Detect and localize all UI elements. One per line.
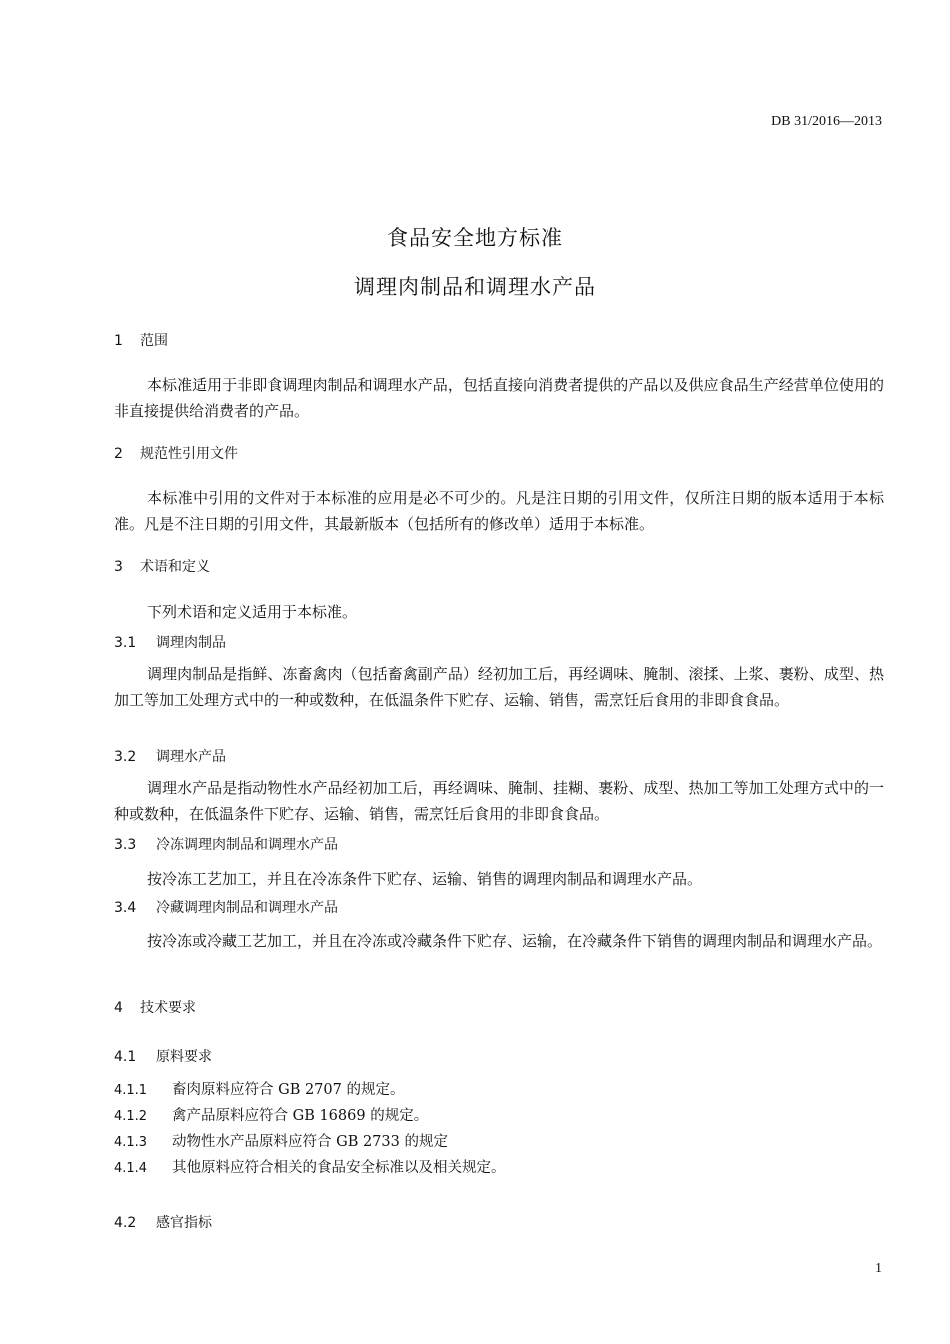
section-3-3-heading [114, 835, 884, 855]
section-number: 4.1 [114, 1049, 137, 1065]
section-3-1-paragraph: 调理肉制品是指鲜、冻畜禽肉（包括畜禽副产品）经初加工后，再经调味、腌制、滚揉、上浆、裹粉、成型、热加工等加工处理方式中的一种或数种，在低温条件下贮存、运输、销售，需烹饪后食用的非即食食品。 [114, 665, 884, 709]
list-item-4-1-3 [114, 1132, 884, 1153]
section-number: 1 [114, 333, 123, 349]
section-number: 3.4 [114, 900, 137, 916]
section-3-1-heading [114, 633, 884, 653]
section-4-1-heading [114, 1047, 884, 1067]
section-number: 3.1 [114, 635, 137, 651]
section-1-heading [114, 331, 884, 351]
item-text: 其他原料应符合相关的食品安全标准以及相关规定。 [172, 1160, 506, 1176]
section-3-paragraph: 下列术语和定义适用于本标准。 [147, 603, 358, 621]
section-3-4-paragraph: 按冷冻或冷藏工艺加工，并且在冷冻或冷藏条件下贮存、运输，在冷藏条件下销售的调理肉制品和调理水产品。 [147, 932, 883, 950]
section-number: 2 [114, 446, 123, 462]
section-3-2-heading [114, 747, 884, 767]
item-number: 4.1.2 [114, 1109, 148, 1124]
page-number: 1 [875, 1261, 882, 1276]
section-title: 技术要求 [140, 1000, 196, 1016]
item-text: 动物性水产品原料应符合 GB 2733 的规定 [172, 1134, 448, 1150]
section-number: 3.2 [114, 749, 137, 765]
item-number: 4.1.3 [114, 1135, 148, 1150]
item-text: 畜肉原料应符合 GB 2707 的规定。 [172, 1082, 405, 1098]
section-title: 冷藏调理肉制品和调理水产品 [156, 900, 338, 916]
section-title: 感官指标 [156, 1215, 212, 1231]
section-number: 4 [114, 1000, 123, 1016]
item-text: 禽产品原料应符合 GB 16869 的规定。 [172, 1108, 429, 1124]
document-title-line1: 食品安全地方标准 [387, 226, 563, 250]
section-4-2-heading [114, 1213, 884, 1233]
section-title: 调理水产品 [156, 749, 226, 765]
section-4-heading [114, 998, 884, 1018]
section-title: 规范性引用文件 [140, 446, 238, 462]
list-item-4-1-1 [114, 1080, 884, 1101]
section-3-3-paragraph: 按冷冻工艺加工，并且在冷冻条件下贮存、运输、销售的调理肉制品和调理水产品。 [147, 870, 703, 888]
document-title-line2: 调理肉制品和调理水产品 [354, 275, 596, 299]
section-3-4-heading [114, 898, 884, 918]
list-item-4-1-4 [114, 1158, 884, 1179]
document-code: DB 31/2016—2013 [771, 114, 882, 129]
section-title: 冷冻调理肉制品和调理水产品 [156, 837, 338, 853]
section-title: 原料要求 [156, 1049, 212, 1065]
section-number: 3 [114, 559, 123, 575]
section-3-2-paragraph: 调理水产品是指动物性水产品经初加工后，再经调味、腌制、挂糊、裹粉、成型、热加工等加工处理方式中的一种或数种，在低温条件下贮存、运输、销售，需烹饪后食用的非即食食品。 [114, 779, 884, 823]
section-1-paragraph: 本标准适用于非即食调理肉制品和调理水产品，包括直接向消费者提供的产品以及供应食品生产经营单位使用的非直接提供给消费者的产品。 [114, 376, 884, 420]
list-item-4-1-2 [114, 1106, 884, 1127]
section-2-heading [114, 444, 884, 464]
section-title: 调理肉制品 [156, 635, 226, 651]
section-number: 4.2 [114, 1215, 137, 1231]
section-title: 范围 [140, 333, 168, 349]
item-number: 4.1.1 [114, 1083, 148, 1098]
item-number: 4.1.4 [114, 1161, 148, 1176]
section-number: 3.3 [114, 837, 137, 853]
section-2-paragraph: 本标准中引用的文件对于本标准的应用是必不可少的。凡是注日期的引用文件，仅所注日期的版本适用于本标准。凡是不注日期的引用文件，其最新版本（包括所有的修改单）适用于本标准。 [114, 489, 884, 533]
section-3-heading [114, 557, 884, 577]
section-title: 术语和定义 [140, 559, 210, 575]
